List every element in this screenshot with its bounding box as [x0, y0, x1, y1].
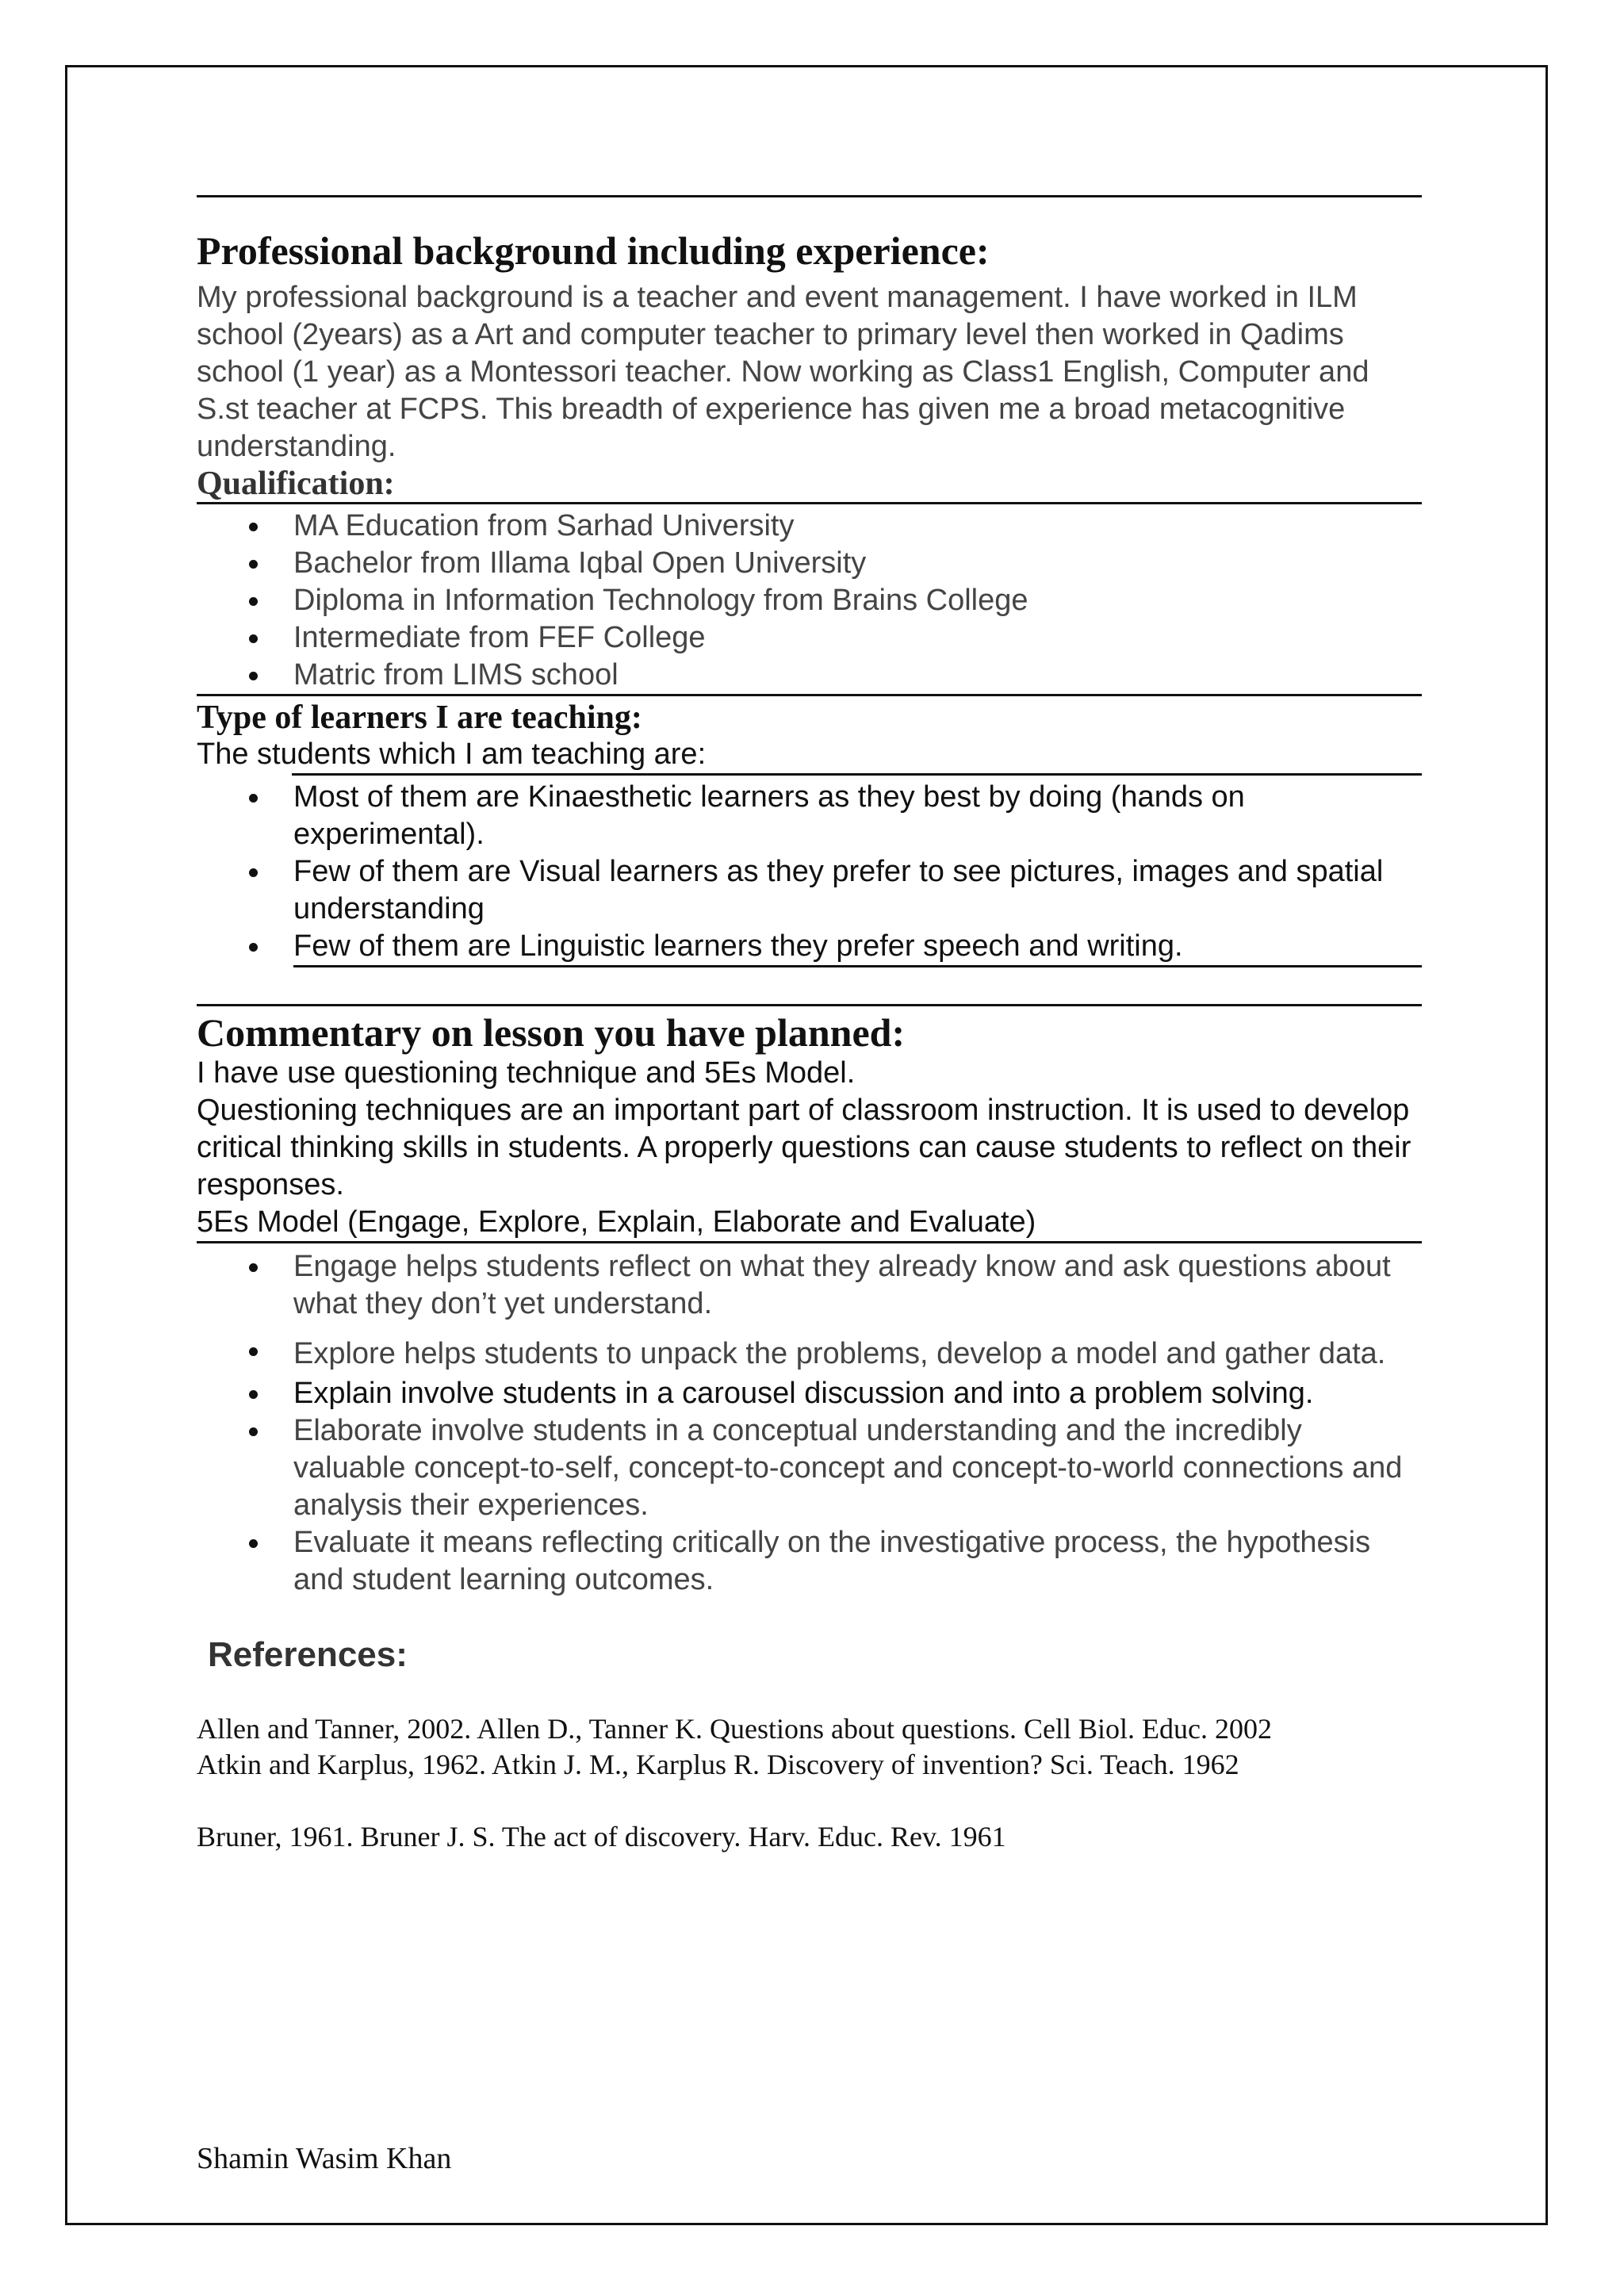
learners-top-rule — [197, 694, 1422, 696]
learners-list — [197, 779, 1422, 965]
commentary-line3: 5Es Model (Engage, Explore, Explain, Elaborate and Evaluate) — [197, 1205, 1036, 1239]
author-name: Shamin Wasim Khan — [197, 2142, 452, 2175]
list-item: Few of them are Visual learners as they prefer to see pictures, images and spatial understanding — [197, 853, 1422, 928]
list-item: Diploma in Information Technology from Brains College — [197, 582, 1422, 619]
commentary-line1: I have use questioning technique and 5Es Model. — [197, 1056, 856, 1090]
references-list — [197, 1711, 1307, 1855]
commentary-line2: Questioning techniques are an important part of classroom instruction. It is used to develop critical thinking skills in students. A properly questions can cause students to reflect on their responses. — [197, 1094, 1411, 1202]
learners-intro: The students which I am teaching are: — [197, 738, 707, 772]
learners-heading: Type of learners I are teaching: — [197, 699, 642, 737]
references-heading: References: — [208, 1635, 408, 1675]
list-item: Most of them are Kinaesthetic learners as they best by doing (hands on experimental). — [197, 779, 1422, 853]
qualification-rule — [197, 502, 1422, 504]
list-item: Elaborate involve students in a conceptual understanding and the incredibly valuable concept-to-self, concept-to-concept and concept-to-world connections and analysis their experiences. — [197, 1412, 1422, 1524]
learners-rule — [292, 773, 1422, 776]
commentary-top-rule — [197, 1004, 1422, 1006]
list-item: Engage helps students reflect on what they already know and ask questions about what they don’t yet understand. — [197, 1248, 1422, 1323]
list-item: Intermediate from FEF College — [197, 619, 1422, 657]
document-content — [197, 195, 1422, 1855]
list-item: Few of them are Linguistic learners they prefer speech and writing. — [197, 928, 1422, 965]
list-item: Matric from LIMS school — [197, 657, 1422, 694]
list-item: Bachelor from Illama Iqbal Open University — [197, 545, 1422, 582]
reference-item: Bruner, 1961. Bruner J. S. The act of discovery. Harv. Educ. Rev. 1961 — [197, 1821, 1006, 1853]
reference-item: Atkin and Karplus, 1962. Atkin J. M., Karplus R. Discovery of invention? Sci. Teach. 1962 — [197, 1749, 1239, 1781]
list-item: MA Education from Sarhad University — [197, 508, 1422, 545]
list-item: Explain involve students in a carousel discussion and into a problem solving. — [197, 1375, 1422, 1412]
background-heading: Professional background including experience: — [197, 228, 990, 273]
qualification-list — [197, 508, 1422, 694]
qualification-heading: Qualification: — [197, 466, 395, 502]
commentary-list — [197, 1248, 1422, 1599]
reference-item: Allen and Tanner, 2002. Allen D., Tanner K. Questions about questions. Cell Biol. Educ. 2002 — [197, 1713, 1273, 1745]
list-item: Explore helps students to unpack the problems, develop a model and gather data. — [197, 1332, 1422, 1375]
commentary-rule — [197, 1241, 1422, 1243]
background-text: My professional background is a teacher and event management. I have worked in ILM school (2years) as a Art and computer teacher to primary level then worked in Qadims school (1 year) as a Montessori teacher. Now working as Class1 English, Computer and S.st teacher at FCPS. This breadth of experience has given me a broad metacognitive understanding. — [197, 281, 1369, 463]
list-item: Evaluate it means reflecting critically on the investigative process, the hypothesis and student learning outcomes. — [197, 1524, 1422, 1599]
commentary-heading: Commentary on lesson you have planned: — [197, 1010, 906, 1056]
